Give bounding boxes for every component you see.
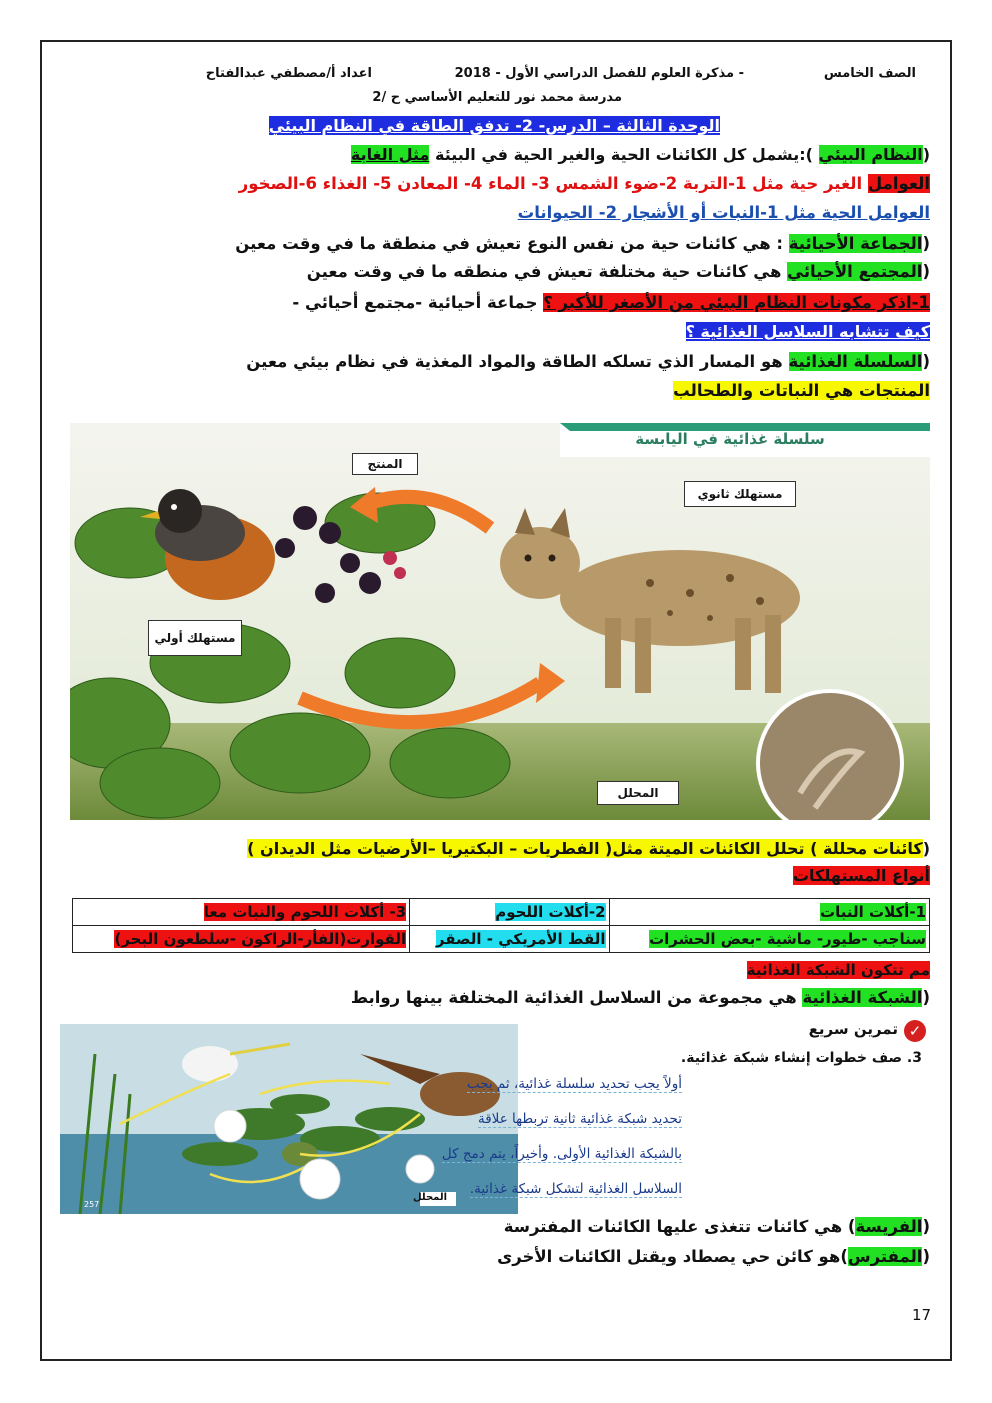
food-chain-def: هو المسار الذي تسلكه الطاقة والمواد المغذية في نظام بيئي معين [246, 352, 789, 371]
exercise-check-icon: ✓ [904, 1020, 926, 1042]
food-web-question-line [747, 961, 930, 979]
food-web-question: مم تتكون الشبكة الغذائية [746, 961, 930, 979]
ecosystem-def: ):يشمل كل الكائنات الحية والغير الحية في البيئة [434, 145, 819, 164]
carnivores-examples: القط الأمريكي - الصقر [435, 930, 606, 948]
living-line [518, 203, 930, 222]
table-cell [410, 926, 609, 953]
prey-def: هي كائنات تتغذى عليها الكائنات المفترسة [503, 1217, 848, 1236]
predator-line: (المفترس)هو كائن حي يصطاد ويقتل الكائنات الأخرى [497, 1247, 930, 1266]
table-cell [73, 926, 410, 953]
page-number: 17 [912, 1306, 932, 1324]
secondary-consumer-label: مستهلك ثانوي [684, 481, 796, 507]
community-line: (المجتمع الأحيائي هي كائنات حية مختلفة تعيش في منطقه ما في وقت معين [306, 262, 930, 281]
nonliving-line [239, 174, 930, 193]
header-grade: الصف الخامس [823, 66, 916, 81]
food-web-def-line: (الشبكة الغذائية هي مجموعة من السلاسل الغذائية المختلفة بينها روابط [350, 988, 930, 1007]
table-cell [410, 899, 609, 926]
food-web-scene [60, 1014, 518, 1214]
table-row [73, 899, 930, 926]
population-def: : هي كائنات حية من نفس النوع تعيش في منطقة ما في وقت معين [235, 234, 789, 253]
nonliving-label: العوامل [867, 174, 930, 193]
food-web-page-ref: 257 [84, 1200, 100, 1209]
question1-line [292, 293, 930, 312]
food-chain-question: كيف تتشابه السلاسل الغذائية ؟ [685, 322, 930, 341]
carnivores-header: 2-أكلات اللحوم [495, 903, 606, 921]
header-memo: - مذكرة العلوم للفصل الدراسي الأول - 2018 [454, 66, 744, 81]
food-web-term: الشبكة الغذائية [802, 988, 923, 1007]
table-row [73, 926, 930, 953]
herbivores-examples: سناجب -طيور- ماشية -بعض الحشرات [649, 930, 926, 948]
prey-line: (الفريسة) هي كائنات تتغذى عليها الكائنات المفترسة [503, 1217, 930, 1236]
predator-term: المفترس [847, 1247, 923, 1266]
header-school: مدرسة محمد نور للتعليم الأساسي ح /2 [372, 90, 622, 105]
exercise-answer-line-2: تحديد شبكة غذائية ثانية تربطها علاقة [477, 1111, 682, 1127]
food-web-decomposer-label: المحلل [412, 1192, 448, 1203]
decomposer-label: المحلل [597, 781, 679, 805]
population-term: الجماعة الأحيائية [788, 234, 923, 253]
food-web-illustration [60, 1014, 518, 1214]
omnivores-examples: القوارت(الفأر-الراكون -سلطعون البحر) [114, 930, 407, 948]
table-cell [73, 899, 410, 926]
nonliving-rest: الغير حية مثل 1-التربة 2-ضوء الشمس 3- الماء 4- المعادن 5- الغذاء 6-الصخور [238, 174, 868, 193]
population-line: (الجماعة الأحيائية : هي كائنات حية من نفس النوع تعيش في منطقة ما في وقت معين [235, 234, 930, 253]
consumer-types-label: أنواع المستهلكات [792, 866, 930, 885]
herbivores-header: 1-أكلات النبات [820, 903, 926, 921]
consumer-types-table [72, 898, 930, 953]
food-chain-term: السلسلة الغذائية [788, 352, 923, 371]
answer1: جماعة أحيائية -مجتمع أحيائي - [292, 293, 544, 312]
community-def: هي كائنات حية مختلفة تعيش في منطقه ما في وقت معين [306, 262, 788, 281]
living-factors: العوامل الحية مثل 1-النبات أو الأشجار 2- الحيوانات [517, 203, 930, 222]
omnivores-header: 3- أكلات اللحوم والنبات معا [203, 903, 407, 921]
exercise-answer-line-1: أولاً يجب تحديد سلسلة غذائية، ثم يجب [466, 1076, 682, 1092]
producer-label: المنتج [352, 453, 418, 475]
community-term: المجتمع الأحيائي [787, 262, 923, 281]
prey-term: الفريسة [855, 1217, 923, 1236]
consumer-types-line [793, 866, 930, 885]
food-chain-def-line: (السلسلة الغذائية هو المسار الذي تسلكه الطاقة والمواد المغذية في نظام بيئي معين [246, 352, 930, 371]
decomposers-text: كائنات محللة ) تحلل الكائنات الميتة مثل( الفطريات – البكتيريا –الأرضيات مثل الديدان ) [247, 839, 923, 858]
exercise-title: تمرين سريع [808, 1020, 898, 1038]
ecosystem-line: (النظام البيئي ):يشمل كل الكائنات الحية والغير الحية في البيئة مثل الغابة [350, 145, 930, 164]
lesson-title-text: الوحدة الثالثة – الدرس- 2- تدفق الطاقة في النظام البيئي [268, 116, 720, 135]
food-chain-question-line [686, 322, 930, 341]
table-cell [609, 926, 929, 953]
exercise-question: 3. صف خطوات إنشاء شبكة غذائية. [680, 1050, 922, 1066]
table-cell [609, 899, 929, 926]
food-chain-title: سلسلة غذائية في اليابسة [635, 430, 825, 448]
ecosystem-example: مثل الغابة [350, 145, 430, 164]
producers: المنتجات هي النباتات والطحالب [673, 381, 930, 400]
exercise-answer-line-3: بالشبكة الغذائية الأولى. وأخيراً، يتم دمج كل [441, 1146, 682, 1162]
header-author: اعداد أ/مصطفي عبدالفتاح [205, 66, 372, 81]
food-chain-illustration [70, 423, 930, 820]
predator-def: هو كائن حي يصطاد ويقتل الكائنات الأخرى [497, 1247, 841, 1266]
food-web-def: هي مجموعة من السلاسل الغذائية المختلفة بينها روابط [350, 988, 803, 1007]
ecosystem-term: النظام البيئي [818, 145, 923, 164]
primary-consumer-label: مستهلك أولي [148, 620, 242, 656]
exercise-answer-line-4: السلاسل الغذائية لتشكل شبكة غذائية. [469, 1181, 682, 1197]
question1: 1-اذكر مكونات النظام البيئي من الأصغر للأكبر ؟ [543, 293, 930, 312]
producers-line [673, 381, 930, 400]
lesson-title [269, 116, 720, 135]
decomposers-line: (كائنات محللة ) تحلل الكائنات الميتة مثل( الفطريات – البكتيريا –الأرضيات مثل الديدان ) [247, 839, 930, 858]
